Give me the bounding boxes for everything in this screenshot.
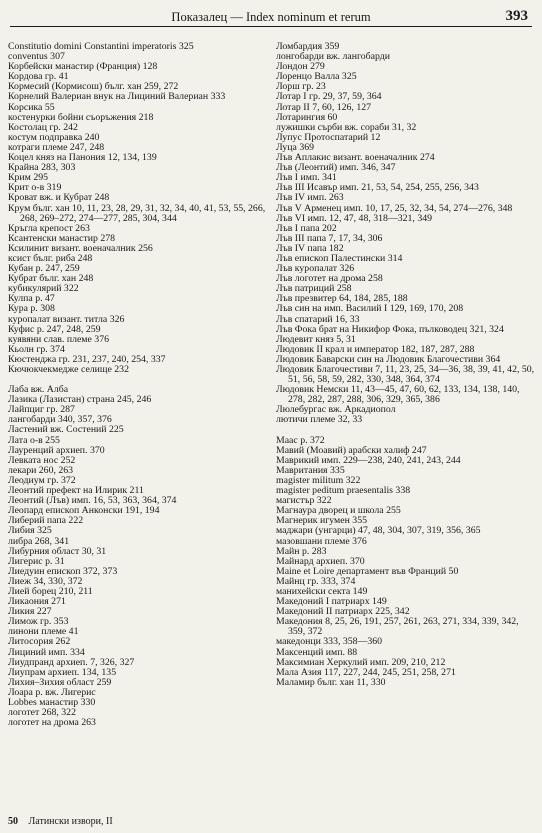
index-entry: Людовик Баварски син на Людовик Благочестиви 364 (276, 353, 501, 365)
index-entry: лонгобарди вж. лангобарди (276, 51, 390, 63)
index-entry: Мавритания 335 (276, 464, 345, 476)
index-entry: Кръгла крепост 263 (8, 222, 90, 234)
index-entry: Лъв син на имп. Василий I 129, 169, 170, 208 (276, 303, 464, 315)
index-entry: Кьолн гр. 374 (8, 343, 65, 355)
index-entry: манихейски секта 149 (276, 585, 368, 597)
index-entry: Лъв VI имп. 12, 47, 48, 318—321, 349 (276, 212, 433, 224)
index-entry: Лъв Фока брат на Никифор Фока, пълководец 321, 324 (276, 323, 504, 335)
index-entry: Лотарингия 60 (276, 111, 338, 123)
index-entry: Либия 325 (8, 525, 52, 537)
index-entry: Лупус Протоспатарий 12 (276, 131, 381, 143)
index-entry: логотет 268, 322 (8, 707, 76, 719)
page-footer (8, 816, 113, 827)
index-entry: Македония 8, 25, 26, 191, 257, 261, 263, 271, 334, 339, 342, 359, 372 (276, 616, 519, 638)
index-entry: Людовик Благочестиви 7, 11, 23, 25, 34—36, 38, 39, 41, 42, 50, 51, 56, 58, 59, 282, 330, 348, 364, 374 (276, 364, 535, 386)
index-entry: Майнц гр. 333, 374 (276, 575, 356, 587)
index-entry: Людовик II крал и император 182, 187, 287, 288 (276, 343, 475, 355)
index-entry: Lobbes манастир 330 (8, 697, 96, 708)
index-entry: Лиупрам архиеп. 134, 135 (8, 666, 117, 678)
index-entry: Корнелий Валериан внук на Лициний Валериан 333 (8, 91, 226, 103)
index-entry: Ломбардия 359 (276, 41, 340, 52)
index-entry: Лихия–Зихия област 259 (8, 676, 112, 688)
index-entry: Лъв куропалат 326 (276, 263, 355, 275)
page-title: Показалец — Index nominum et rerum (171, 10, 371, 24)
index-entry: Лигерис р. 31 (8, 555, 65, 567)
index-entry: куявяни слав. племе 376 (8, 333, 110, 345)
index-entry: Лъв спатарий 16, 33 (276, 313, 360, 325)
index-entry: Ликаония 271 (8, 596, 66, 608)
index-entry: Леонтий префект на Илирик 211 (8, 485, 144, 497)
index-entry: либра 268, 341 (8, 535, 70, 547)
index-entry: Лиеж 34, 330, 372 (8, 575, 83, 587)
index-entry: Либурния област 30, 31 (8, 545, 107, 557)
index-entry: кубикулярий 322 (8, 283, 79, 295)
index-entry: ксист бълг. риба 248 (8, 252, 93, 264)
index-entry: Кючюкчекмедже селище 232 (8, 364, 129, 375)
index-entry: линони племе 41 (8, 626, 79, 638)
index-entry: лангобарди 340, 357, 376 (8, 414, 112, 426)
index-entry: Левката нос 252 (8, 454, 76, 466)
index-entry: Кроват вж. и Кубрат 248 (8, 192, 110, 204)
index-entry: магистър 322 (276, 495, 332, 507)
index-entry: Лимож гр. 353 (8, 616, 69, 628)
index-entry: Ксантенски манастир 278 (8, 232, 116, 244)
index-entry: Кормесий (Кормисош) бълг. хан 259, 272 (8, 81, 179, 93)
page-number: 393 (505, 8, 528, 24)
index-entry: Кура р. 308 (8, 303, 55, 315)
index-entry: Лъв (Леонтий) имп. 346, 347 (276, 162, 396, 174)
index-entry: Леонтий (Лъв) имп. 16, 53, 363, 364, 374 (8, 495, 177, 507)
index-entry: Маврикий имп. 229—238, 240, 241, 243, 244 (276, 454, 461, 466)
index-entry: Максенций имп. 88 (276, 646, 358, 658)
index-entry: Лъв Аплакис визант. военачалник 274 (276, 152, 435, 164)
index-entry: Корбейски манастир (Франция) 128 (8, 61, 158, 73)
index-entry: Македоний II патриарх 225, 342 (276, 606, 410, 618)
index-entry: Ликия 227 (8, 606, 52, 618)
index-entry: Крайна 283, 303 (8, 162, 76, 174)
index-entry: Кубан р. 247, 259 (8, 263, 80, 275)
index-entry: Ксилинит визант. военачалник 256 (8, 242, 153, 254)
index-entry: котраги племе 247, 248 (8, 141, 105, 153)
index-entry: лютичи племе 32, 33 (276, 414, 363, 426)
index-entry: Люлебургас вж. Аркадиопол (276, 404, 396, 416)
index-entry: Лъв логотет на дрома 258 (276, 273, 383, 285)
index-entry: Леодиум гр. 372 (8, 474, 76, 486)
index-entry: Лайпциг гр. 287 (8, 404, 75, 416)
index-column-right (276, 42, 538, 688)
index-entry: Кубрат бълг. хан 248 (8, 273, 94, 285)
index-entry: лужишки сърби вж. сораби 31, 32 (276, 121, 417, 133)
index-entry: Лорш гр. 23 (276, 81, 326, 93)
index-entry: Магнерик игумен 355 (276, 515, 367, 527)
index-entry: Крит о-в 319 (8, 182, 62, 194)
index-entry: Лъв презвитер 64, 184, 285, 188 (276, 293, 408, 305)
index-entry: Лъв I папа 202 (276, 222, 337, 234)
index-column-left (8, 42, 273, 728)
index-entry: Максимиан Херкулий имп. 209, 210, 212 (276, 656, 446, 668)
index-entry: magister peditum praesentalis 338 (276, 485, 411, 497)
index-entry: Constitutio domini Constantini imperatoris 325 (8, 41, 194, 52)
index-entry: Лией борец 210, 211 (8, 585, 93, 597)
index-entry: Литосория 262 (8, 636, 71, 648)
index-entry: Мала Азия 117, 227, 244, 245, 251, 258, 271 (276, 666, 456, 678)
index-entry: костенурки бойни съоръжения 218 (8, 111, 154, 123)
index-entry: куропалат визант. титла 326 (8, 313, 125, 325)
footer-signature-number: 50 (8, 816, 18, 827)
index-entry: Лотар I гр. 29, 37, 59, 364 (276, 91, 382, 103)
index-entry: Лициний имп. 334 (8, 646, 85, 658)
index-entry: маджари (унгарци) 47, 48, 304, 307, 319, 356, 365 (276, 525, 481, 537)
index-entry: Леопард епископ Анконски 191, 194 (8, 505, 160, 517)
index-entry: Лъв IV имп. 263 (276, 192, 344, 204)
index-entry: magister militum 322 (276, 474, 361, 486)
index-entry: Лъв III папа 7, 17, 34, 306 (276, 232, 383, 244)
index-entry: Лиедуин епископ 372, 373 (8, 565, 118, 577)
index-entry: Лъв III Исавър имп. 21, 53, 54, 254, 255, 256, 343 (276, 182, 479, 194)
index-entry: Маас р. 372 (276, 434, 325, 446)
index-entry: Майн р. 283 (276, 545, 327, 557)
index-entry: Лъв V Арменец имп. 10, 17, 25, 32, 34, 54, 274—276, 348 (276, 202, 513, 214)
index-entry: Майнард архиеп. 370 (276, 555, 365, 567)
index-entry: Лауренций архиеп. 370 (8, 444, 105, 456)
index-entry: македонци 333, 358—360 (276, 636, 383, 648)
index-entry: Либерий папа 222 (8, 515, 84, 527)
index-entry: Коцел княз на Панония 12, 134, 139 (8, 152, 157, 164)
footer-signature-text: Латински извори, II (28, 816, 113, 827)
index-entry: лекари 260, 263 (8, 464, 74, 476)
index-entry: Лондон 279 (276, 61, 325, 73)
index-entry: Людовик Немски 11, 43—45, 47, 60, 62, 133, 134, 138, 140, 278, 282, 287, 288, 306, 329, 365, 386 (276, 384, 520, 406)
index-entry: Костолац гр. 242 (8, 121, 78, 133)
index-entry: Лиудпранд архиеп. 7, 326, 327 (8, 656, 135, 668)
index-entry: Ластений вж. Состений 225 (8, 424, 124, 436)
index-entry: костум подправка 240 (8, 131, 100, 143)
index-entry: Лата о-в 255 (8, 434, 60, 446)
index-entry: Крум бълг. хан 10, 11, 23, 28, 29, 31, 32, 34, 40, 41, 53, 55, 266, 268, 269–272, 274—277, 285, 304, 344 (8, 202, 266, 224)
index-entry: Людевит княз 5, 31 (276, 333, 356, 345)
header-rule (10, 26, 532, 27)
index-entry: Маламир бълг. хан 11, 330 (276, 676, 386, 688)
index-entry: Лъв патриций 258 (276, 283, 352, 295)
index-entry: Лаба вж. Алба (8, 384, 69, 396)
index-entry: Куфис р. 247, 248, 259 (8, 323, 101, 335)
index-entry: Кулпа р. 47 (8, 293, 55, 305)
index-entry: мазовшани племе 376 (276, 535, 367, 547)
page-header (14, 4, 528, 28)
index-entry: Лоара р. вж. Лигерис (8, 686, 96, 698)
index-entry: Крим 295 (8, 172, 49, 184)
index-entry: Лъв I имп. 341 (276, 172, 337, 184)
index-entry: Лъв епископ Палестински 314 (276, 252, 403, 264)
index-entry: Лазика (Лазистан) страна 245, 246 (8, 394, 152, 406)
index-entry: Корсика 55 (8, 101, 55, 113)
index-entry: Магнаура дворец и школа 255 (276, 505, 401, 517)
index-entry: Maine et Loire департамент във Франций 50 (276, 565, 459, 577)
index-entry: Лъв IV папа 182 (276, 242, 344, 254)
index-entry: Луца 369 (276, 141, 315, 153)
index-entry: Лоренцо Валла 325 (276, 71, 357, 83)
index-entry: Македоний I патриарх 149 (276, 596, 387, 608)
index-entry: Кордова гр. 41 (8, 71, 69, 83)
index-entry: логотет на дрома 263 (8, 717, 96, 729)
index-entry: Мавий (Моавий) арабски халиф 247 (276, 444, 427, 456)
index-entry: Кюстенджа гр. 231, 237, 240, 254, 337 (8, 353, 166, 365)
index-entry: Лотар II 7, 60, 126, 127 (276, 101, 372, 113)
index-entry: conventus 307 (8, 51, 65, 63)
